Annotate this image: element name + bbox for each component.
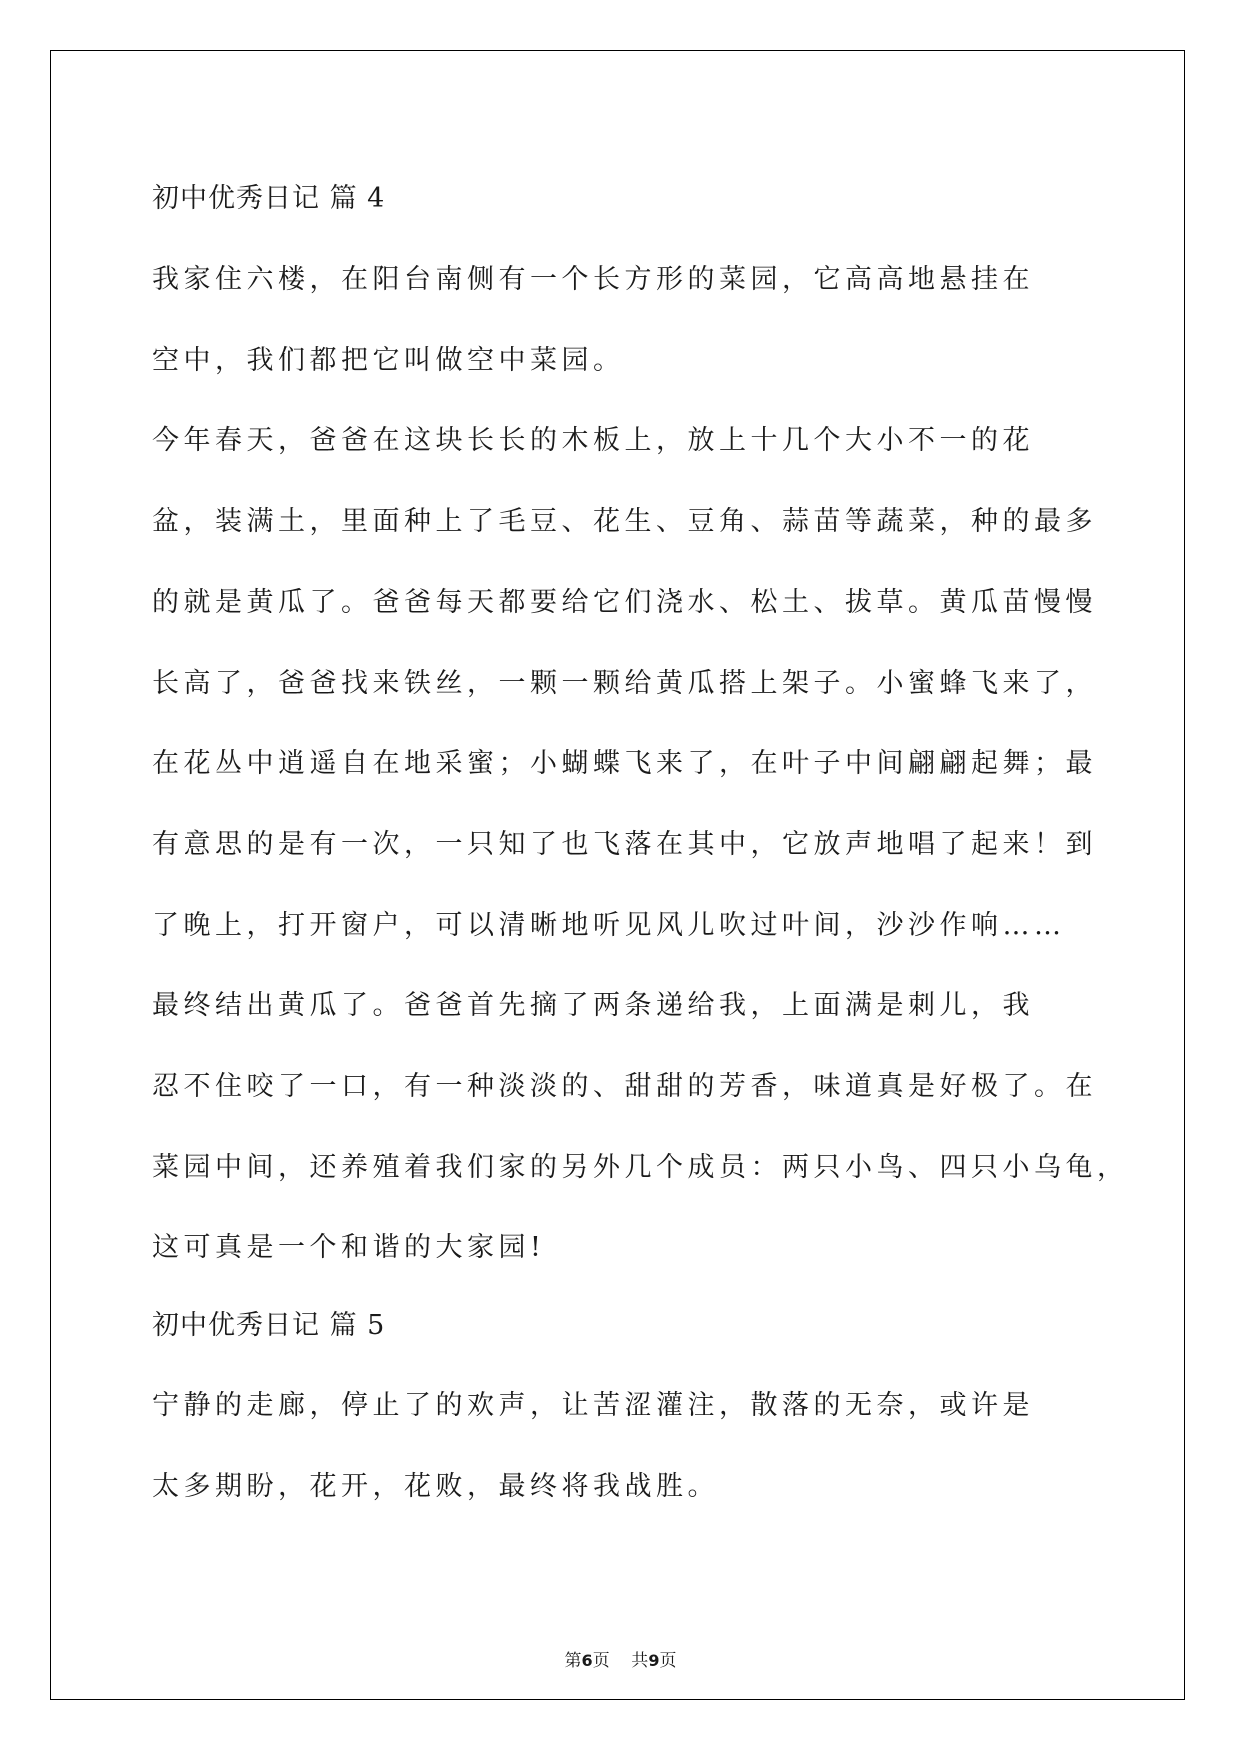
footer-suffix: 页 <box>659 1651 677 1671</box>
paragraph-line: 我家住六楼，在阳台南侧有一个长方形的菜园，它高高地悬挂在 <box>152 264 1034 295</box>
paragraph-line: 宁静的走廊，停止了的欢声，让苦涩灌注，散落的无奈，或许是 <box>152 1390 1034 1421</box>
paragraph-line: 了晚上，打开窗户，可以清晰地听见风儿吹过叶间，沙沙作响…… <box>152 910 1066 941</box>
paragraph-line: 盆，装满土，里面种上了毛豆、花生、豆角、蒜苗等蔬菜，种的最多 <box>152 506 1097 537</box>
paragraph-line: 太多期盼，花开，花败，最终将我战胜。 <box>152 1471 719 1502</box>
paragraph-line: 有意思的是有一次，一只知了也飞落在其中，它放声地唱了起来！到 <box>152 829 1097 860</box>
section-4-title: 初中优秀日记 篇 4 <box>152 183 386 214</box>
page-border <box>50 50 1185 1700</box>
paragraph-line: 空中，我们都把它叫做空中菜园。 <box>152 345 625 376</box>
footer-middle: 页 共 <box>592 1651 649 1671</box>
paragraph-line: 最终结出黄瓜了。爸爸首先摘了两条递给我，上面满是刺儿，我 <box>152 990 1034 1021</box>
paragraph-line: 的就是黄瓜了。爸爸每天都要给它们浇水、松土、拔草。黄瓜苗慢慢 <box>152 587 1097 618</box>
footer-total-pages: 9 <box>648 1651 660 1670</box>
section-5-title: 初中优秀日记 篇 5 <box>152 1310 386 1341</box>
page-number-footer <box>0 1646 1241 1671</box>
footer-prefix: 第 <box>564 1651 582 1671</box>
paragraph-line: 忍不住咬了一口，有一种淡淡的、甜甜的芳香，味道真是好极了。在 <box>152 1071 1097 1102</box>
paragraph-line: 今年春天，爸爸在这块长长的木板上，放上十几个大小不一的花 <box>152 425 1034 456</box>
paragraph-line: 在花丛中逍遥自在地采蜜；小蝴蝶飞来了，在叶子中间翩翩起舞；最 <box>152 748 1097 779</box>
paragraph-line: 这可真是一个和谐的大家园! <box>152 1232 546 1263</box>
paragraph-line: 菜园中间，还养殖着我们家的另外几个成员：两只小鸟、四只小乌龟， <box>152 1152 1129 1183</box>
paragraph-line: 长高了，爸爸找来铁丝，一颗一颗给黄瓜搭上架子。小蜜蜂飞来了， <box>152 668 1097 699</box>
footer-current-page: 6 <box>581 1651 593 1670</box>
